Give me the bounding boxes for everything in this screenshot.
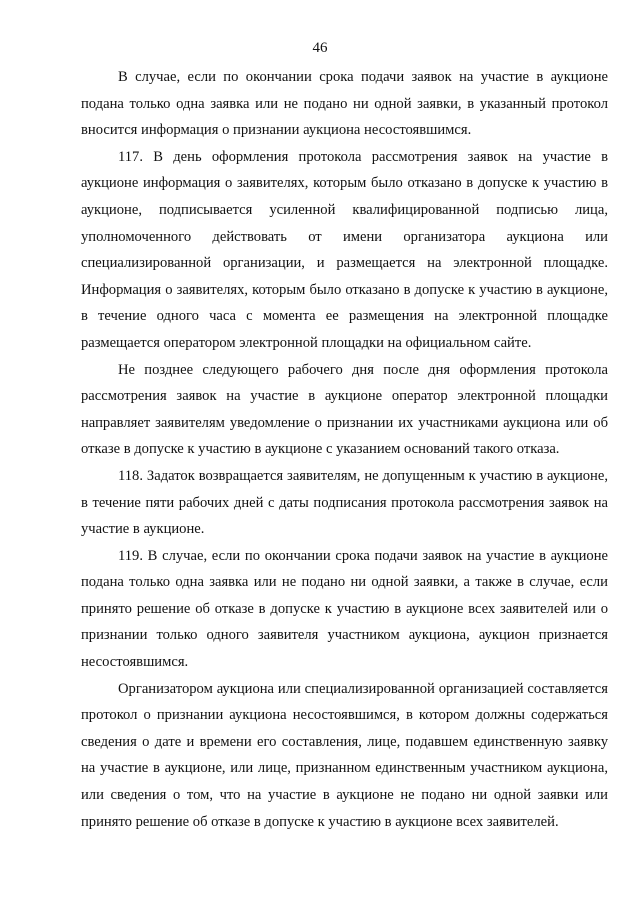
document-body bbox=[81, 64, 608, 835]
paragraph: В случае, если по окончании срока подачи заявок на участие в аукционе подана только одна заявка или не подано ни одной заявки, в указанный протокол вносится информация о признании аукциона несостоявшимся. bbox=[81, 69, 608, 139]
paragraph-117: 117. В день оформления протокола рассмотрения заявок на участие в аукционе информация о заявителях, которым было отказано в допуске к участию в аукционе, подписывается усиленной квалифицированной подписью лица, уполномоченного действовать от имени организатора аукциона или специализированной организации, и размещается на электронной площадке. Информация о заявителях, которым было отказано в допуске к участию в аукционе, в течение одного часа с момента ее размещения на электронной площадке размещается оператором электронной площадки на официальном сайте. bbox=[81, 148, 608, 351]
paragraph-119: 119. В случае, если по окончании срока подачи заявок на участие в аукционе подана только одна заявка или не подано ни одной заявки, а также в случае, если принято решение об отказе в допуске к участию в аукционе всех заявителей или о признании только одного заявителя участником аукциона, аукцион признается несостоявшимся. bbox=[81, 547, 608, 671]
paragraph: Не позднее следующего рабочего дня после дня оформления протокола рассмотрения заявок на участие в аукционе оператор электронной площадки направляет заявителям уведомление о признании их участниками аукциона или об отказе в допуске к участию в аукционе с указанием оснований такого отказа. bbox=[81, 361, 608, 458]
paragraph: Организатором аукциона или специализированной организацией составляется протокол о признании аукциона несостоявшимся, в котором должны содержаться сведения о дате и времени его составления, лице, подавшем единственную заявку на участие в аукционе, или лице, признанном единственным участником аукциона, или сведения о том, что на участие в аукционе не подано ни одной заявки или принято решение об отказе в допуске к участию в аукционе всех заявителей. bbox=[81, 680, 608, 830]
page-number: 46 bbox=[312, 40, 328, 56]
paragraph-118: 118. Задаток возвращается заявителям, не допущенным к участию в аукционе, в течение пяти рабочих дней с даты подписания протокола рассмотрения заявок на участие в аукционе. bbox=[81, 467, 608, 538]
